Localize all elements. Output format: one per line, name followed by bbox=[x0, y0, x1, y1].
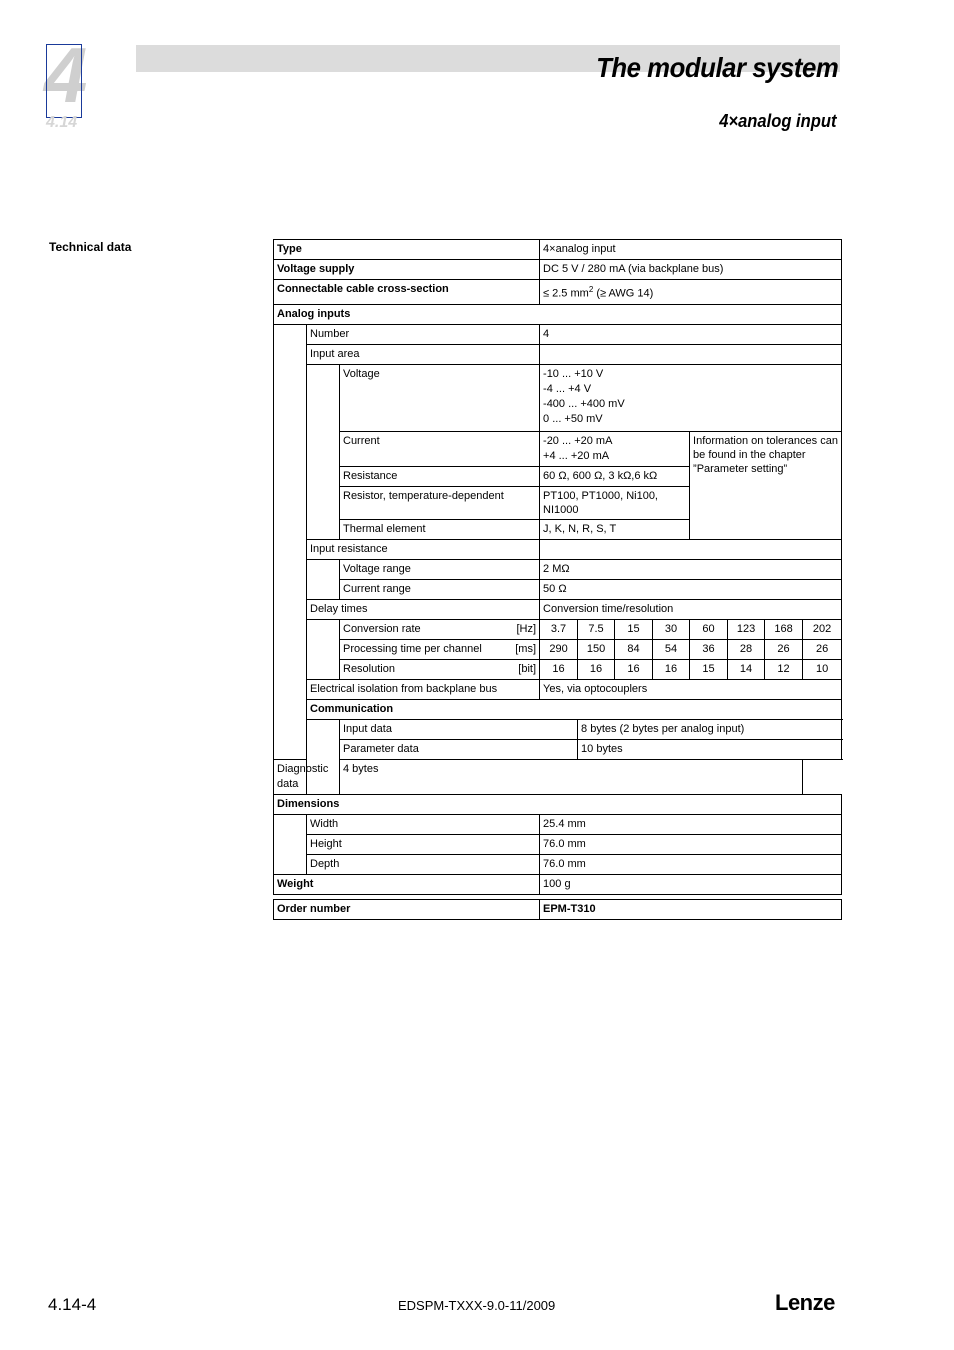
resolution-cell: 15 bbox=[690, 659, 728, 679]
diagnostic-data-value: 4 bytes bbox=[340, 759, 803, 794]
input-resistance-label: Input resistance bbox=[307, 539, 540, 559]
parameter-data-value: 10 bytes bbox=[578, 739, 842, 759]
width-value: 25.4 mm bbox=[540, 814, 842, 834]
order-table bbox=[273, 899, 842, 920]
current-values: -20 ... +20 mA +4 ... +20 mA bbox=[540, 431, 690, 466]
chapter-frame bbox=[46, 44, 82, 118]
width-label: Width bbox=[307, 814, 540, 834]
resistance-value: 60 Ω, 600 Ω, 3 kΩ,6 kΩ bbox=[540, 466, 690, 486]
table-row bbox=[274, 719, 842, 739]
resolution-cell: 12 bbox=[765, 659, 803, 679]
table-row bbox=[274, 639, 842, 659]
resolution-cell: 16 bbox=[578, 659, 615, 679]
conversion-rate-cell: 15 bbox=[615, 619, 653, 639]
conversion-rate-cell: 3.7 bbox=[540, 619, 578, 639]
processing-time-cell: 28 bbox=[728, 639, 765, 659]
resolution-cell: 16 bbox=[540, 659, 578, 679]
table-row bbox=[274, 874, 842, 894]
voltage-range-value: 2 MΩ bbox=[540, 559, 842, 579]
input-data-label: Input data bbox=[340, 719, 578, 739]
type-value: 4×analog input bbox=[540, 240, 842, 260]
voltage-label: Voltage bbox=[340, 364, 540, 431]
depth-label: Depth bbox=[307, 854, 540, 874]
order-value: EPM-T310 bbox=[540, 900, 842, 920]
spec-table bbox=[273, 239, 842, 895]
processing-time-cell: 26 bbox=[765, 639, 803, 659]
resolution-cell: 16 bbox=[653, 659, 690, 679]
input-data-value: 8 bytes (2 bytes per analog input) bbox=[578, 719, 842, 739]
input-area-label: Input area bbox=[307, 344, 540, 364]
number-value: 4 bbox=[540, 324, 842, 344]
resistance-label: Resistance bbox=[340, 466, 540, 486]
current-range-label: Current range bbox=[340, 579, 540, 599]
diagnostic-data-label: Diagnostic data bbox=[274, 759, 340, 794]
table-row bbox=[274, 900, 842, 920]
height-label: Height bbox=[307, 834, 540, 854]
isolation-label: Electrical isolation from backplane bus bbox=[307, 679, 540, 699]
resolution-cell: 10 bbox=[803, 659, 842, 679]
page-title: The modular system bbox=[595, 52, 838, 83]
voltage-values: -10 ... +10 V -4 ... +4 V -400 ... +400 mV 0 ... +50 mV bbox=[540, 364, 842, 431]
processing-time-cell: 26 bbox=[803, 639, 842, 659]
page-number: 4.14-4 bbox=[48, 1295, 97, 1314]
resolution-cell: 16 bbox=[615, 659, 653, 679]
supply-label: Voltage supply bbox=[274, 260, 540, 280]
conversion-rate-cell: 7.5 bbox=[578, 619, 615, 639]
weight-label: Weight bbox=[274, 874, 540, 894]
table-row bbox=[274, 364, 842, 431]
rtd-value: PT100, PT1000, Ni100, NI1000 bbox=[540, 486, 690, 519]
number-label: Number bbox=[307, 324, 540, 344]
depth-value: 76.0 mm bbox=[540, 854, 842, 874]
table-row bbox=[274, 260, 842, 280]
rtd-label: Resistor, temperature-dependent bbox=[340, 486, 540, 519]
conversion-rate-cell: 202 bbox=[803, 619, 842, 639]
table-row bbox=[274, 759, 842, 794]
conversion-rate-cell: 123 bbox=[728, 619, 765, 639]
table-row bbox=[274, 679, 842, 699]
parameter-data-label: Parameter data bbox=[340, 739, 578, 759]
communication-label: Communication bbox=[307, 699, 842, 719]
cable-label: Connectable cable cross-section bbox=[274, 280, 540, 305]
isolation-value: Yes, via optocouplers bbox=[540, 679, 842, 699]
supply-value: DC 5 V / 280 mA (via backplane bus) bbox=[540, 260, 842, 280]
table-row bbox=[274, 739, 842, 759]
table-row bbox=[274, 579, 842, 599]
processing-time-label: Processing time per channel [ms] bbox=[340, 639, 540, 659]
table-row bbox=[274, 240, 842, 260]
chapter-number: 4 bbox=[44, 31, 88, 119]
table-row bbox=[274, 659, 842, 679]
weight-value: 100 g bbox=[540, 874, 842, 894]
table-row bbox=[274, 619, 842, 639]
delay-value: Conversion time/resolution bbox=[540, 599, 842, 619]
conversion-rate-label: Conversion rate [Hz] bbox=[340, 619, 540, 639]
resolution-cell: 14 bbox=[728, 659, 765, 679]
current-range-value: 50 Ω bbox=[540, 579, 842, 599]
table-row bbox=[274, 854, 842, 874]
table-row bbox=[274, 559, 842, 579]
processing-time-cell: 54 bbox=[653, 639, 690, 659]
table-row bbox=[274, 431, 842, 466]
table-row bbox=[274, 539, 842, 559]
resolution-label: Resolution [bit] bbox=[340, 659, 540, 679]
table-row bbox=[274, 324, 842, 344]
processing-time-cell: 36 bbox=[690, 639, 728, 659]
conversion-rate-cell: 30 bbox=[653, 619, 690, 639]
thermo-label: Thermal element bbox=[340, 519, 540, 539]
processing-time-cell: 150 bbox=[578, 639, 615, 659]
order-label: Order number bbox=[274, 900, 540, 920]
table-row bbox=[274, 794, 842, 814]
table-row bbox=[274, 834, 842, 854]
processing-time-cell: 84 bbox=[615, 639, 653, 659]
table-row bbox=[274, 280, 842, 305]
tolerance-note: Information on tolerances can be found in the chapter ”Parameter setting” bbox=[690, 431, 842, 539]
analog-inputs-label: Analog inputs bbox=[274, 304, 842, 324]
chapter-section: 4.14 bbox=[46, 114, 78, 131]
current-label: Current bbox=[340, 431, 540, 466]
conversion-rate-cell: 168 bbox=[765, 619, 803, 639]
table-row bbox=[274, 814, 842, 834]
table-row bbox=[274, 344, 842, 364]
lenze-logo: Lenze bbox=[775, 1290, 835, 1315]
table-row bbox=[274, 699, 842, 719]
cable-value: ≤ 2.5 $mm^2$ (≥ AWG 14) bbox=[540, 280, 842, 305]
thermo-value: J, K, N, R, S, T bbox=[540, 519, 690, 539]
delay-label: Delay times bbox=[307, 599, 540, 619]
processing-time-cell: 290 bbox=[540, 639, 578, 659]
section-label: Technical data bbox=[49, 240, 132, 254]
table-row bbox=[274, 304, 842, 324]
dimensions-label: Dimensions bbox=[274, 794, 842, 814]
conversion-rate-cell: 60 bbox=[690, 619, 728, 639]
height-value: 76.0 mm bbox=[540, 834, 842, 854]
table-row bbox=[274, 599, 842, 619]
document-id: EDSPM-TXXX-9.0-11/2009 bbox=[398, 1298, 556, 1313]
page-subtitle: 4×analog input bbox=[719, 111, 837, 131]
voltage-range-label: Voltage range bbox=[340, 559, 540, 579]
type-label: Type bbox=[274, 240, 540, 260]
